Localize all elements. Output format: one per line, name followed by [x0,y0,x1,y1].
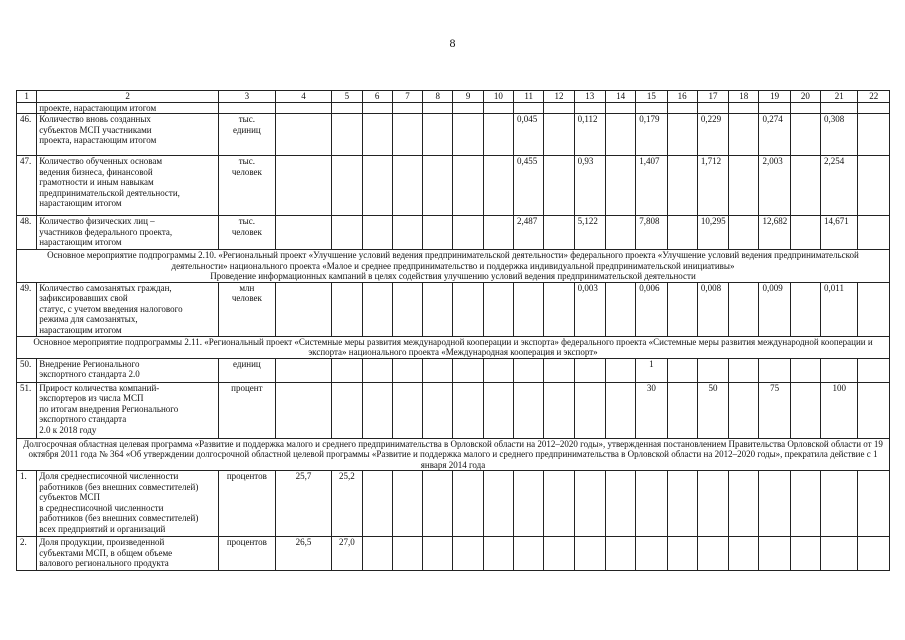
col-header: 2 [37,91,219,103]
indicator-name: Количество физических лиц – участников федерального проекта, нарастающим итогом [37,216,219,250]
col-header: 20 [790,91,820,103]
indicator-name: Количество обученных основам ведения бизнеса, финансовой грамотности и иным навыкам предпринимательской деятельности, нарастающим итогом [37,156,219,216]
col-header: 13 [574,91,605,103]
col-header: 4 [275,91,332,103]
value-cell: 27,0 [332,537,362,571]
value-cell: 0,274 [759,114,790,156]
row-number: 47. [17,156,37,216]
section-heading: Основное мероприятие подпрограммы 2.10. «Региональный проект «Улучшение условий ведения предпринимательской деятельности» федерального проекта «Улучшение условий ведения предпринимательской деятельности» национального проекта «Малое и среднее предпринимательство и поддержка индивидуальной предпринимательской инициативы» Проведение информационных кампаний в целях содействия улучшению условий ведения предпринимательской деятельности [17,250,890,283]
value-cell: 100 [821,382,858,438]
value-cell: 0,003 [574,282,605,336]
col-header: 8 [423,91,453,103]
unit: единиц [219,358,276,382]
indicator-name: Прирост количества компаний- экспортеров из числа МСП по итогам внедрения Регионального экспортного стандарта 2.0 к 2018 году [37,382,219,438]
unit: тыс. единиц [219,114,276,156]
unit: процентов [219,471,276,537]
col-header: 14 [605,91,635,103]
value-cell: 14,671 [821,216,858,250]
value-cell: 50 [697,382,728,438]
table-row [17,216,890,250]
unit: процент [219,382,276,438]
table-row [17,471,890,537]
col-header: 5 [332,91,362,103]
row-number: 49. [17,282,37,336]
col-header: 22 [858,91,890,103]
value-cell: 10,295 [697,216,728,250]
value-cell: 25,2 [332,471,362,537]
unit: тыс. человек [219,156,276,216]
row-number: 50. [17,358,37,382]
row-number: 48. [17,216,37,250]
page-number: 8 [449,36,456,50]
unit: процентов [219,537,276,571]
value-cell: 2,003 [759,156,790,216]
value-cell: 0,008 [697,282,728,336]
col-header: 9 [453,91,483,103]
col-header: 10 [483,91,513,103]
value-cell: 2,254 [821,156,858,216]
value-cell: 26,5 [275,537,332,571]
value-cell: 7,808 [636,216,667,250]
value-cell: 1 [636,358,667,382]
col-header: 7 [392,91,422,103]
col-header: 11 [514,91,544,103]
table-row [17,282,890,336]
row-number: 2. [17,537,37,571]
table-row [17,358,890,382]
col-header: 15 [636,91,667,103]
unit: тыс. человек [219,216,276,250]
row-number: 1. [17,471,37,537]
indicators-table [16,90,890,571]
col-header: 1 [17,91,37,103]
value-cell: 2,487 [514,216,544,250]
indicator-name: Доля среднесписочной численности работников (без внешних совместителей) субъектов МСП в среднесписочной численности работников (без внешних совместителей) всех предприятий и организаций [37,471,219,537]
row-number: 51. [17,382,37,438]
value-cell: 1,407 [636,156,667,216]
value-cell: 5,122 [574,216,605,250]
col-header: 16 [667,91,697,103]
value-cell: 0,006 [636,282,667,336]
indicator-name: Количество вновь созданных субъектов МСП участниками проекта, нарастающим итогом [37,114,219,156]
section-row [17,336,890,358]
col-header: 6 [362,91,392,103]
column-header-row [17,91,890,103]
value-cell: 0,308 [821,114,858,156]
col-header: 18 [729,91,759,103]
indicator-name: Доля продукции, произведенной субъектами МСП, в общем объеме валового регионального продукта [37,537,219,571]
section-row [17,438,890,471]
section-heading: Долгосрочная областная целевая программа «Развитие и поддержка малого и среднего предпринимательства в Орловской области на 2012–2020 годы», утвержденная постановлением Правительства Орловской области от 19 октября 2011 года № 364 «Об утверждении долгосрочной областной целевой программы «Развитие и поддержка малого и среднего предпринимательства в Орловской области на 2012–2020 годы», прекратила действие с 1 января 2014 года [17,438,890,471]
value-cell: 0,455 [514,156,544,216]
value-cell: 0,011 [821,282,858,336]
col-header: 3 [219,91,276,103]
value-cell: 75 [759,382,790,438]
section-heading: Основное мероприятие подпрограммы 2.11. «Региональный проект «Системные меры развития международной кооперации и экспорта» федерального проекта «Системные меры развития международной кооперации и экспорта» национального проекта «Международная кооперация и экспорт» [17,336,890,358]
col-header: 17 [697,91,728,103]
value-cell: 12,682 [759,216,790,250]
value-cell: 0,045 [514,114,544,156]
indicator-name: проекте, нарастающим итогом [37,102,219,114]
table-row [17,156,890,216]
value-cell: 0,112 [574,114,605,156]
table-row [17,114,890,156]
indicator-name: Внедрение Регионального экспортного стандарта 2.0 [37,358,219,382]
col-header: 21 [821,91,858,103]
value-cell: 0,179 [636,114,667,156]
col-header: 19 [759,91,790,103]
table-row [17,382,890,438]
value-cell: 0,93 [574,156,605,216]
value-cell: 25,7 [275,471,332,537]
section-row [17,250,890,283]
row-number: 46. [17,114,37,156]
unit: млн человек [219,282,276,336]
value-cell: 1,712 [697,156,728,216]
value-cell: 30 [636,382,667,438]
table-row [17,102,890,114]
indicator-name: Количество самозанятых граждан, зафиксировавших свой статус, с учетом введения налогового режима для самозанятых, нарастающим итогом [37,282,219,336]
col-header: 12 [544,91,574,103]
value-cell: 0,229 [697,114,728,156]
table-row [17,537,890,571]
value-cell: 0,009 [759,282,790,336]
